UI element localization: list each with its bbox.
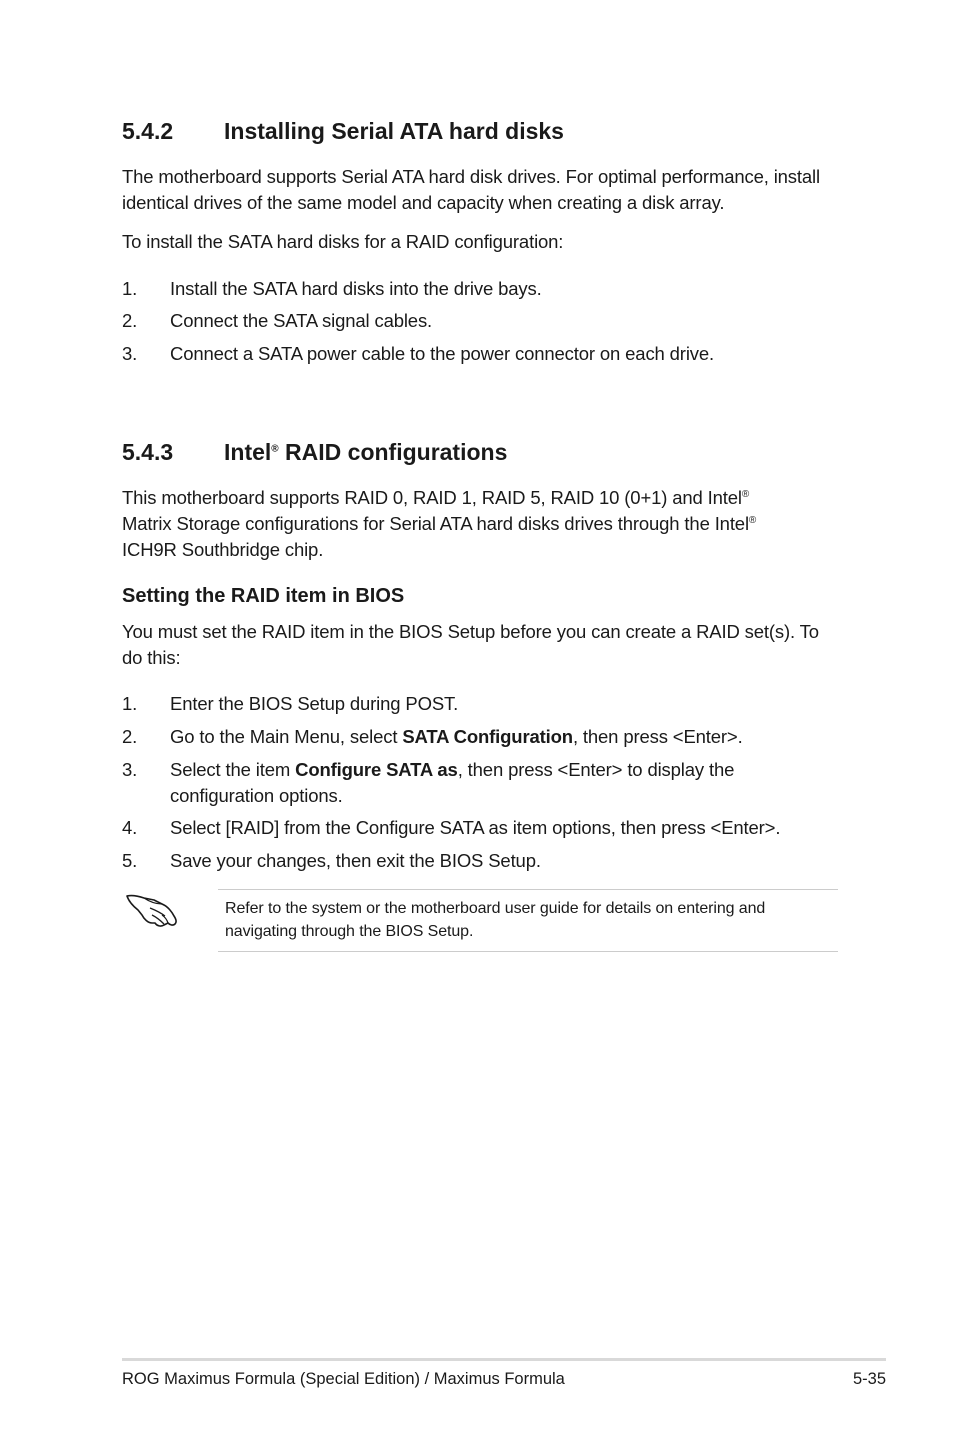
pointing-hand-icon <box>124 886 180 930</box>
registered-mark: ® <box>271 443 279 455</box>
section-5-4-2-intro: The motherboard supports Serial ATA hard disk drives. For optimal performance, install identical drives of the same model and capacity when creating a disk array. <box>122 166 820 213</box>
section-5-4-3-paragraph: This motherboard supports RAID 0, RAID 1, RAID 5, RAID 10 (0+1) and Intel® Matrix Storage configurations for Serial ATA hard disks drives through the Intel® ICH9R Southbridge chip. <box>122 487 757 560</box>
section-title: Installing Serial ATA hard disks <box>224 118 564 144</box>
section-title-a: Intel <box>224 439 272 465</box>
note-text: Refer to the system or the motherboard user guide for details on entering and navigating through the BIOS Setup. <box>225 900 766 940</box>
footer-divider <box>122 1358 886 1361</box>
bios-intro: You must set the RAID item in the BIOS Setup before you can create a RAID set(s). To do this: <box>122 621 819 668</box>
bios-subheading: Setting the RAID item in BIOS <box>122 585 405 607</box>
section-5-4-3-heading <box>122 439 507 466</box>
footer-title: ROG Maximus Formula (Special Edition) / Maximus Formula <box>122 1370 565 1388</box>
section-number: 5.4.2 <box>122 118 174 144</box>
page-number: 5-35 <box>852 1370 886 1388</box>
section-number: 5.4.3 <box>122 439 174 465</box>
section-title-b: RAID configurations <box>278 439 508 465</box>
section-5-4-2-heading <box>122 118 564 145</box>
section-5-4-2-lead: To install the SATA hard disks for a RAID configuration: <box>122 231 564 252</box>
note-box <box>218 889 838 952</box>
